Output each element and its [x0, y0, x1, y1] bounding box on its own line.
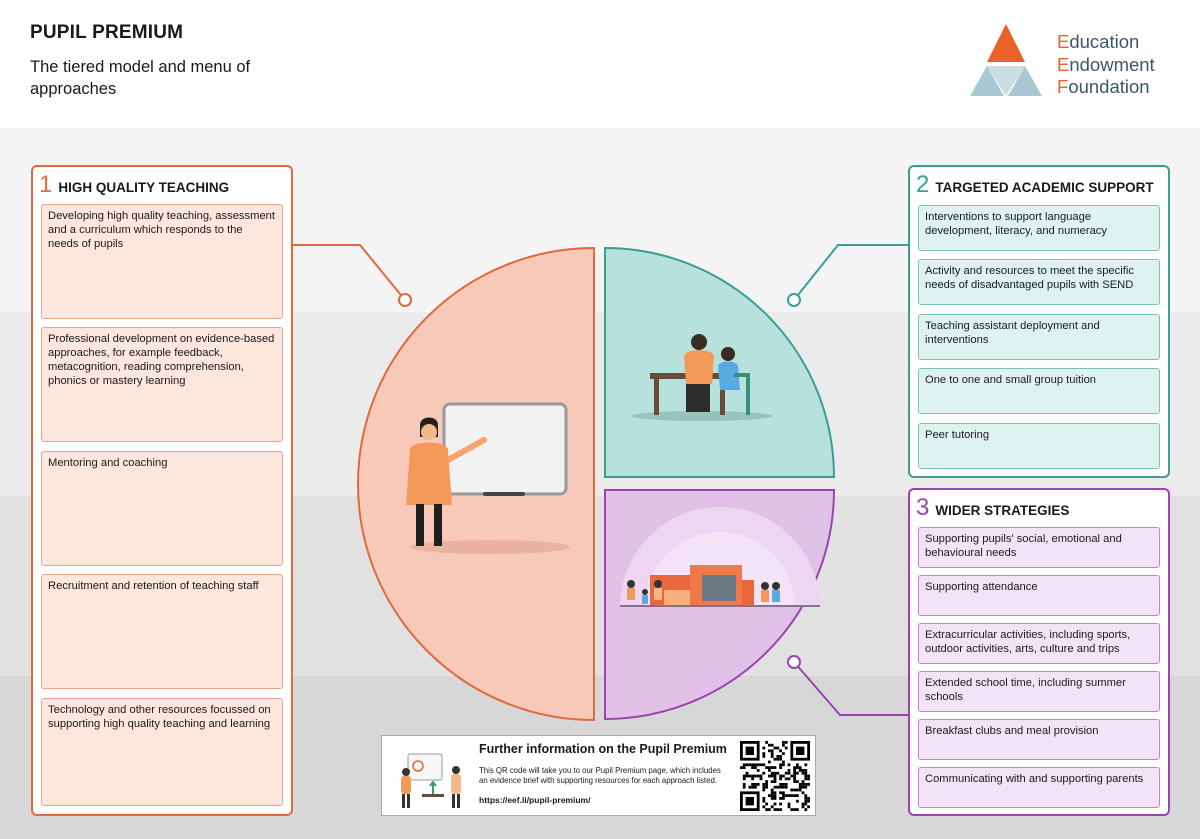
tier3-item: Supporting attendance	[918, 575, 1160, 616]
tier2-item: Interventions to support language development, literacy, and numeracy	[918, 205, 1160, 251]
tier3-title: WIDER STRATEGIES	[935, 503, 1070, 518]
tier1-panel	[31, 165, 293, 816]
logo-line: Foundation	[1057, 76, 1150, 97]
tier2-panel	[908, 165, 1170, 478]
tier2-item: Activity and resources to meet the specific needs of disadvantaged pupils with SEND	[918, 259, 1160, 305]
info-link[interactable]: https://eef.li/pupil-premium/	[479, 795, 591, 805]
tier2-item: One to one and small group tuition	[918, 368, 1160, 414]
tier2-title: TARGETED ACADEMIC SUPPORT	[935, 180, 1154, 195]
tier2-number: 2	[916, 171, 930, 198]
tier2-connector-dot	[788, 294, 800, 306]
tier1-title: HIGH QUALITY TEACHING	[58, 180, 230, 195]
tier3-item: Extended school time, including summer schools	[918, 671, 1160, 712]
tier1-item: Professional development on evidence-based approaches, for example feedback, metacognition, reading comprehension, phonics or mastery learning	[41, 327, 283, 442]
page-title: PUPIL PREMIUM	[30, 22, 184, 43]
tier3-header	[916, 494, 1069, 522]
tier2-header	[916, 171, 1154, 199]
tier1-number: 1	[39, 171, 53, 198]
info-description: This QR code will take you to our Pupil Premium page, which includes an evidence brief with supporting resources for each approach listed.	[479, 766, 721, 785]
tier1-header	[39, 171, 229, 199]
logo-line: Education	[1057, 31, 1140, 52]
tier3-connector	[794, 662, 908, 715]
tier3-connector-dot	[788, 656, 800, 668]
further-info-box	[381, 735, 816, 816]
logo-line: Endowment	[1057, 53, 1155, 75]
page-subtitle: The tiered model and menu of approaches	[30, 58, 251, 98]
tier1-connector-dot	[399, 294, 411, 306]
tier2-quarter	[605, 248, 834, 477]
info-title: Further information on the Pupil Premium	[479, 742, 727, 756]
tier3-panel	[908, 488, 1170, 816]
qr-code-icon[interactable]	[740, 741, 810, 811]
tier3-item: Supporting pupils' social, emotional and behavioural needs	[918, 527, 1160, 568]
tier1-item: Technology and other resources focussed on supporting high quality teaching and learning	[41, 698, 283, 806]
tier2-item: Teaching assistant deployment and interventions	[918, 314, 1160, 360]
tier1-item: Recruitment and retention of teaching staff	[41, 574, 283, 689]
tier3-item: Breakfast clubs and meal provision	[918, 719, 1160, 760]
tier3-item: Communicating with and supporting parents	[918, 767, 1160, 808]
tier1-connector	[293, 245, 405, 300]
tier2-item: Peer tutoring	[918, 423, 1160, 469]
tier3-item: Extracurricular activities, including sports, outdoor activities, arts, culture and trips	[918, 623, 1160, 664]
presentation-illustration	[390, 742, 470, 812]
tier3-number: 3	[916, 494, 930, 521]
tier1-item: Developing high quality teaching, assessment and a curriculum which responds to the needs of pupils	[41, 204, 283, 319]
tier2-connector	[794, 245, 908, 300]
tier1-item: Mentoring and coaching	[41, 451, 283, 566]
